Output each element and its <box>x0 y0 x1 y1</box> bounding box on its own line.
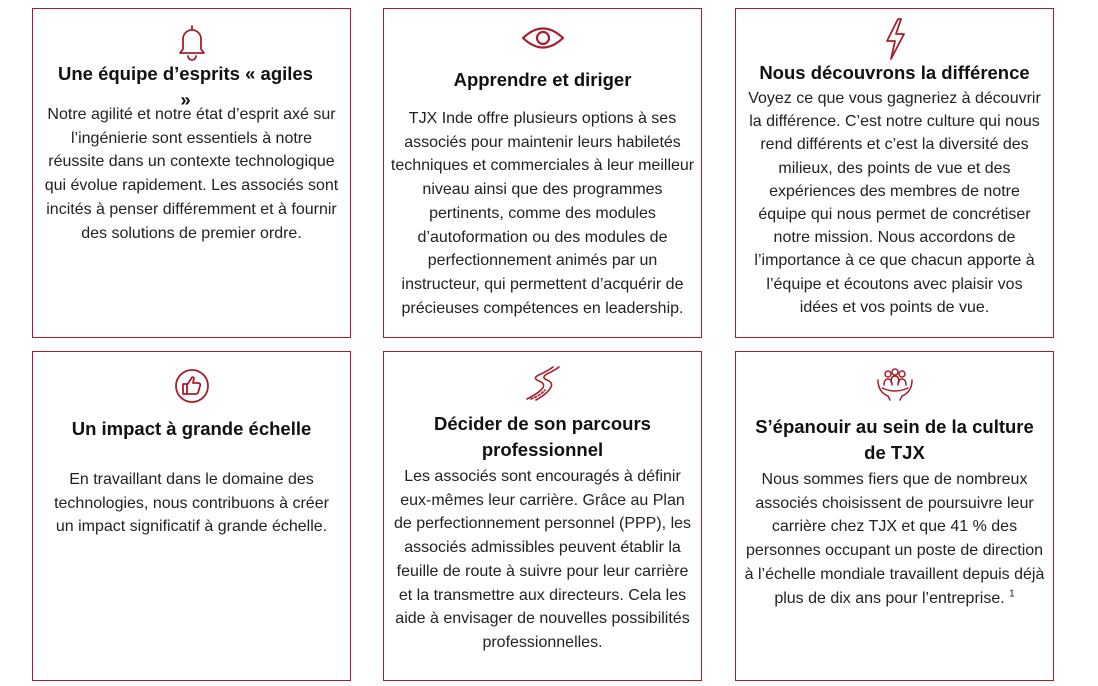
footnote-marker: 1 <box>1009 588 1015 600</box>
card-body <box>742 468 1047 610</box>
card-title: S’épanouir au sein de la culture de TJX <box>755 416 1034 463</box>
card-title: Décider de son parcours professionnel <box>434 413 651 460</box>
card-title: Nous découvrons la différence <box>759 62 1030 83</box>
card-body: Les associés sont encouragés à définir eux-mêmes leur carrière. Grâce au Plan de perfectionnement personnel (PPP), les associés admissibles peuvent établir la feuille de route à suivre pour leur carrière et la transmettre aux directeurs. Cela les aide à envisager de nouvelles possibilités professionnelles. <box>393 468 692 651</box>
winding-road-icon <box>384 364 701 402</box>
card-body: En travaillant dans le domaine des technologies, nous contribuons à créer un impact significatif à grande échelle. <box>54 471 329 536</box>
people-in-hands-icon <box>736 368 1053 402</box>
thumbs-up-icon <box>33 368 350 404</box>
card-title: Une équipe d’esprits « agiles » <box>58 63 313 110</box>
card-body-text: Nous sommes fiers que de nombreux associés choisissent de poursuivre leur carrière chez TJX et que 41 % des personnes occupant un poste de direction à l’échelle mondiale travaillent depuis déjà plus de dix ans pour l’entreprise. <box>744 471 1045 607</box>
card-learn-lead <box>383 8 702 338</box>
card-body: TJX Inde offre plusieurs options à ses associés pour maintenir leurs habiletés techniques et commerciales à leur meilleur niveau ainsi que des programmes pertinents, comme des modules d’autoformation ou des modules de perfectionnement animés par un instructeur, qui permettent d’acquérir de précieuses compétences en leadership. <box>390 110 695 317</box>
card-thrive-culture <box>735 351 1054 681</box>
card-career-path <box>383 351 702 681</box>
card-title: Apprendre et diriger <box>453 69 632 90</box>
card-title: Un impact à grande échelle <box>71 418 312 439</box>
card-body: Notre agilité et notre état d’esprit axé sur l’ingénierie sont essentiels à notre réussite dans un contexte technologique qui évolue rapidement. Les associés sont incités à penser différemment et à fournir des solutions de premier ordre. <box>44 106 339 242</box>
card-agile-minds <box>32 8 351 338</box>
card-discover-difference <box>735 8 1054 338</box>
card-large-scale-impact <box>32 351 351 681</box>
card-body: Voyez ce que vous gagneriez à découvrir la différence. C’est notre culture qui nous rend différents et c’est la diversité des milieux, des points de vue et des expériences des membres de notre équipe qui nous permet de concrétiser notre mission. Nous accordons de l’importance à ce que chacun apporte à l’équipe et écoutons avec plaisir vos idées et vos points de vue. <box>748 90 1041 316</box>
lightning-icon <box>736 17 1053 61</box>
eye-icon <box>384 23 701 53</box>
bell-icon <box>33 23 350 61</box>
